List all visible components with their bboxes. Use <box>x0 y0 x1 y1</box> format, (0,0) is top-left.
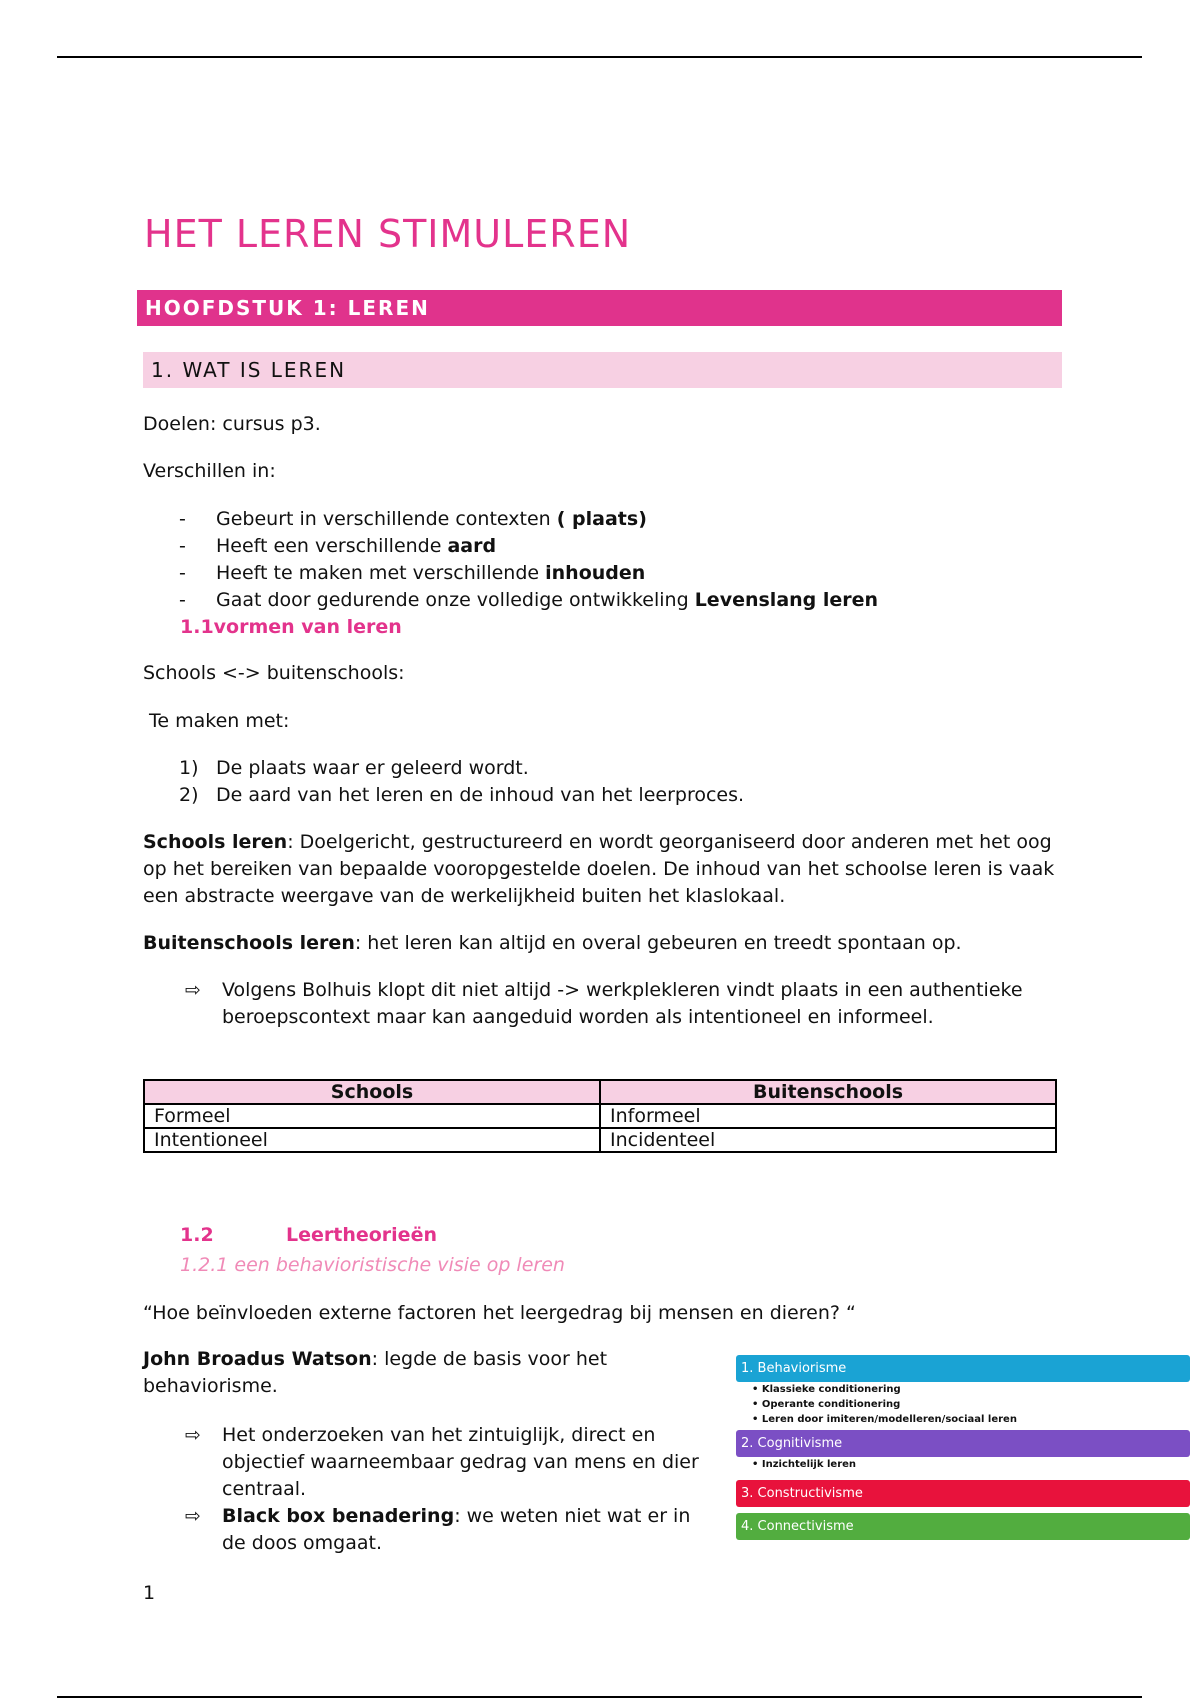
dash-marker: - <box>179 535 186 557</box>
schools-vs-text: Schools <-> buitenschools: <box>143 662 405 684</box>
watson-list <box>150 1422 705 1557</box>
table-cell: Formeel <box>144 1104 600 1128</box>
theory-band-constructivisme: 3. Constructivisme <box>736 1480 1190 1507</box>
chapter-heading <box>137 290 1062 326</box>
schools-leren-paragraph: Schools leren: Doelgericht, gestructureerd en wordt georganiseerd door anderen met het oog op het bereiken van bepaalde vooropgestelde doelen. De inhoud van het schoolse leren is vaak een abstracte weergave van de werkelijkheid buiten het klaslokaal. <box>143 831 1055 907</box>
arrow-icon: ⇨ <box>185 979 201 1001</box>
table-header-row <box>144 1080 1056 1104</box>
list-item: 2) De aard van het leren en de inhoud van het leerproces. <box>179 784 745 806</box>
table-header: Schools <box>144 1080 600 1104</box>
chapter-heading-text: HOOFDSTUK 1: LEREN <box>145 296 430 320</box>
list-item: - Heeft een verschillende aard <box>143 533 1093 560</box>
table-header: Buitenschools <box>600 1080 1056 1104</box>
theory-sub-item: • Operante conditionering <box>752 1399 901 1410</box>
table-row <box>144 1104 1056 1128</box>
list-item: - Gebeurt in verschillende contexten ( plaats) <box>143 506 1093 533</box>
verschillen-text: Verschillen in: <box>143 460 276 482</box>
list-item: ⇨ Volgens Bolhuis klopt dit niet altijd -> werkplekleren vindt plaats in een authentieke beroepscontext maar kan aangeduid worden als intentioneel en informeel. <box>185 979 1023 1028</box>
list-item: - Gaat door gedurende onze volledige ontwikkeling Levenslang leren <box>143 587 1093 614</box>
question-text: “Hoe beïnvloeden externe factoren het leergedrag bij mensen en dieren? “ <box>143 1302 856 1324</box>
theory-sub-item: • Inzichtelijk leren <box>752 1459 857 1470</box>
differences-list <box>143 506 1093 614</box>
list-item: ⇨ Het onderzoeken van het zintuiglijk, direct en objectief waarneembaar gedrag van mens en dier centraal. <box>185 1424 699 1500</box>
arrow-icon: ⇨ <box>185 1505 201 1527</box>
theory-sub-item: • Klassieke conditionering <box>752 1384 901 1395</box>
subsection-1-2-number: 1.2 <box>180 1224 214 1246</box>
list-item: 1) De plaats waar er geleerd wordt. <box>179 757 529 779</box>
theory-band-connectivisme: 4. Connectivisme <box>736 1513 1190 1540</box>
theory-sub-item: • Leren door imiteren/modelleren/sociaal leren <box>752 1414 1017 1425</box>
learning-theories-figure <box>736 1352 1190 1540</box>
buitenschools-paragraph: Buitenschools leren: het leren kan altijd en overal gebeuren en treedt spontaan op. <box>143 932 962 954</box>
list-item: - Heeft te maken met verschillende inhouden <box>143 560 1093 587</box>
subsection-1-2-1-heading: 1.2.1 een behavioristische visie op leren <box>180 1254 565 1276</box>
list-item: ⇨ Black box benadering: we weten niet wat er in de doos omgaat. <box>185 1505 691 1554</box>
subsection-1-1-heading: 1.1vormen van leren <box>180 616 402 638</box>
watson-paragraph: John Broadus Watson: legde de basis voor het behaviorisme. <box>143 1348 608 1397</box>
numbered-list <box>143 755 1093 809</box>
dash-marker: - <box>179 562 186 584</box>
table-cell: Informeel <box>600 1104 1056 1128</box>
bolhuis-list <box>150 977 1030 1031</box>
theory-band-behaviorisme: 1. Behaviorisme <box>736 1355 1190 1382</box>
comparison-table <box>143 1079 1057 1153</box>
table-cell: Incidenteel <box>600 1128 1056 1152</box>
section-heading-text: 1. WAT IS LEREN <box>151 358 347 382</box>
theory-band-cognitivisme: 2. Cognitivisme <box>736 1430 1190 1457</box>
section-heading <box>143 352 1062 388</box>
top-rule <box>57 56 1142 58</box>
te-maken-text: Te maken met: <box>149 710 290 732</box>
arrow-icon: ⇨ <box>185 1424 201 1446</box>
bottom-rule <box>57 1696 1142 1698</box>
table-cell: Intentioneel <box>144 1128 600 1152</box>
dash-marker: - <box>179 508 186 530</box>
dash-marker: - <box>179 589 186 611</box>
page-number: 1 <box>143 1582 156 1604</box>
doelen-text: Doelen: cursus p3. <box>143 413 321 435</box>
subsection-1-2-title: Leertheorieën <box>286 1224 437 1246</box>
document-title: HET LEREN STIMULEREN <box>144 212 632 256</box>
table-row <box>144 1128 1056 1152</box>
